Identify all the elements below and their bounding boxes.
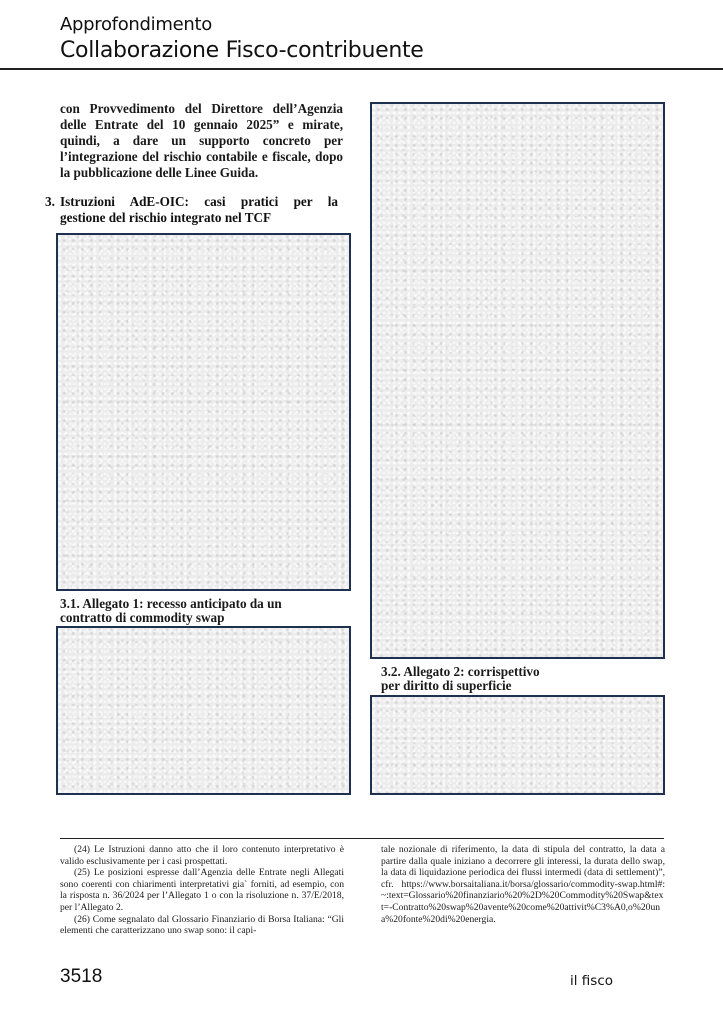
page-number: 3518	[60, 966, 103, 987]
figure-panel-main-left	[56, 233, 351, 591]
header-kicker: Approfondimento	[60, 14, 212, 35]
footnote-rule	[60, 838, 664, 839]
section-title-line-1: Istruzioni AdE-OIC: casi pratici per la	[60, 194, 338, 209]
footnote-26-continued	[381, 844, 665, 925]
footnote-26-text: tale nozionale di riferimento, la data di stipula del contratto, la data a partire dalla quale iniziano a decorrere gli interessi, la durata dello swap, la data di liquidazione periodica dei flussi intermedi (data di settlement)”, cfr.	[381, 844, 665, 890]
footnote-24: (24) Le Istruzioni danno atto che il loro contenuto interpretativo è valido esclusivamente per i casi prospettati.	[60, 844, 344, 867]
footnotes-left-column	[60, 844, 344, 937]
section-title-line-2: gestione del rischio integrato nel TCF	[60, 209, 272, 225]
header-rule	[0, 68, 723, 70]
footer-brand: il fisco	[570, 973, 614, 989]
section-title	[60, 194, 338, 225]
header-title: Collaborazione Fisco-contribuente	[60, 38, 424, 63]
subsection-title-3-1-line-1: 3.1. Allegato 1: recesso anticipato da un	[60, 596, 282, 611]
subsection-title-3-2-line-1: 3.2. Allegato 2: corrispettivo	[381, 664, 540, 679]
footnotes-right-column	[381, 844, 665, 925]
subsection-title-3-1-line-2: contratto di commodity swap	[60, 610, 225, 625]
figure-panel-main-right	[370, 102, 665, 659]
subsection-title-3-2-line-2: per diritto di superficie	[381, 678, 512, 693]
subsection-title-3-1	[60, 597, 282, 625]
section-number: 3.	[45, 194, 55, 209]
intro-paragraph: con Provvedimento del Direttore dell’Agenzia delle Entrate del 10 gennaio 2025” e mirate, quindi, a dare un supporto concreto per l’integrazione del rischio contabile e fiscale, dopo la pubblicazione delle Linee Guida.	[60, 101, 343, 180]
footnote-25: (25) Le posizioni espresse dall’Agenzia delle Entrate negli Allegati sono coerenti con chiarimenti interpretativi gia` forniti, ad esempio, con la risposta n. 36/2024 per l’Allegato 1 o con la risoluzione n. 37/E/2018, per l’Allegato 2.	[60, 867, 344, 913]
footnote-26-link[interactable]: https://www.borsaitaliana.it/borsa/glossario/commodity-swap.html#:~:text=Glossario%20finanziario%20%2D%20Commodity%20Swap&text=-Contratto%20swap%20avente%20come%20attivit%C3%A0,o%20una%20fonte%20di%20energia.	[381, 878, 665, 925]
figure-panel-allegato-2	[370, 695, 665, 795]
figure-panel-allegato-1	[56, 626, 351, 795]
footnote-26: (26) Come segnalato dal Glossario Finanziario di Borsa Italiana: “Gli elementi che caratterizzano uno swap sono: il capi-	[60, 913, 344, 937]
subsection-title-3-2	[381, 665, 540, 693]
